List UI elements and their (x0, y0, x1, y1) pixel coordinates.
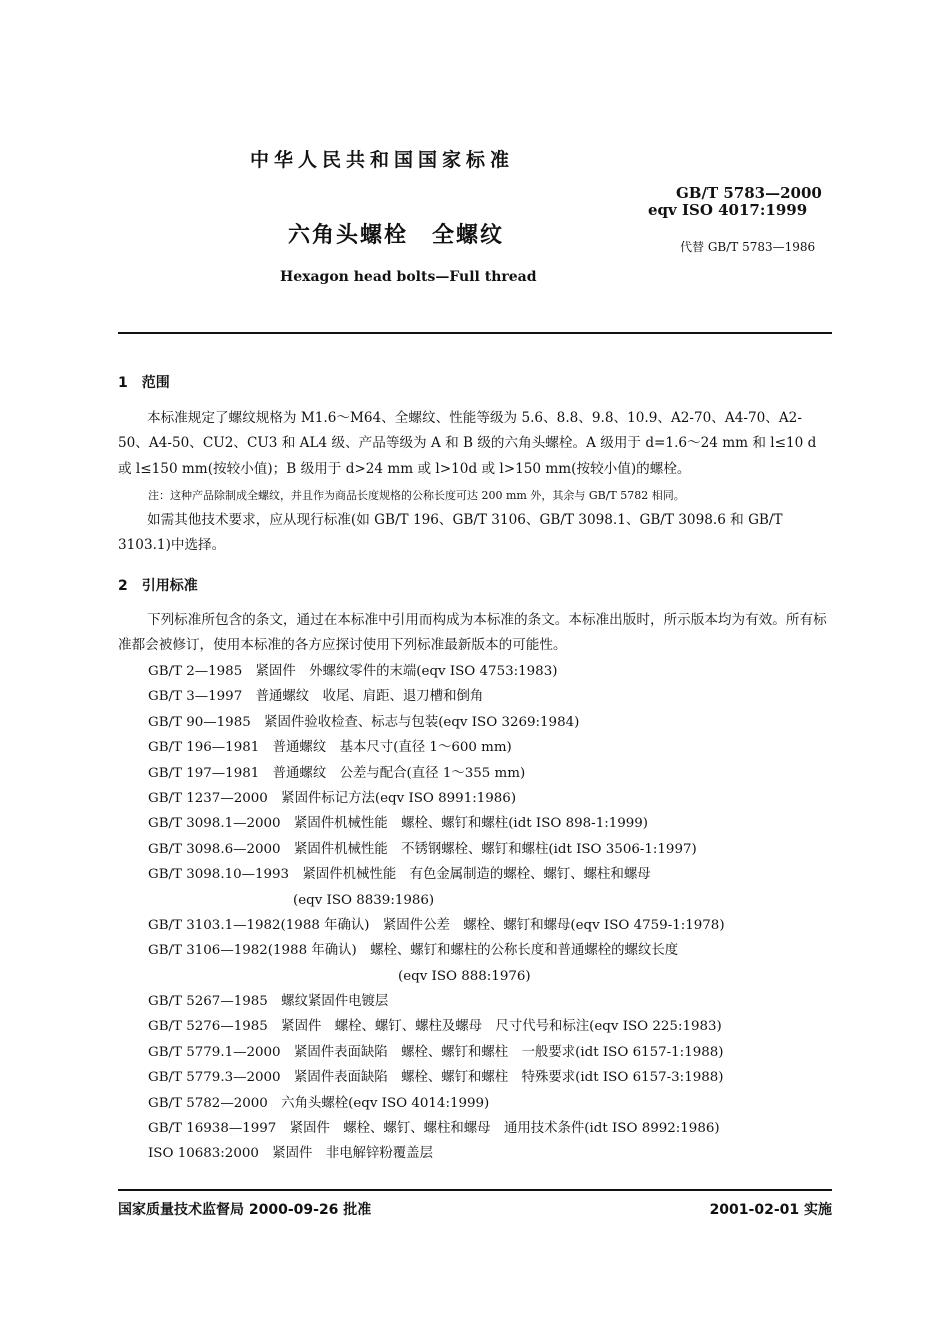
reference-item: GB/T 197—1981 普通螺纹 公差与配合(直径 1～355 mm) (148, 765, 526, 781)
reference-item: GB/T 90—1985 紧固件验收检查、标志与包装(eqv ISO 3269:1984) (148, 714, 580, 730)
reference-item: GB/T 5779.1—2000 紧固件表面缺陷 螺栓、螺钉和螺柱 一般要求(idt ISO 6157-1:1988) (148, 1044, 724, 1060)
footer-divider (118, 1189, 832, 1191)
reference-item-continuation: (eqv ISO 8839:1986) (293, 892, 435, 908)
section-2-heading: 2 引用标准 (118, 578, 198, 594)
reference-item: GB/T 5779.3—2000 紧固件表面缺陷 螺栓、螺钉和螺柱 特殊要求(idt ISO 6157-3:1988) (148, 1070, 724, 1086)
reference-item: GB/T 3098.10—1993 紧固件机械性能 有色金属制造的螺栓、螺钉、螺柱和螺母 (148, 867, 651, 883)
reference-item: GB/T 3—1997 普通螺纹 收尾、肩距、退刀槽和倒角 (148, 689, 484, 705)
document-title-en: Hexagon head bolts—Full thread (280, 269, 537, 285)
reference-item: ISO 10683:2000 紧固件 非电解锌粉覆盖层 (148, 1146, 433, 1162)
reference-item: GB/T 3106—1982(1988 年确认) 螺栓、螺钉和螺柱的公称长度和普通螺栓的螺纹长度 (148, 943, 679, 959)
reference-item: GB/T 3103.1—1982(1988 年确认) 紧固件公差 螺栓、螺钉和螺母(eqv ISO 4759-1:1978) (148, 917, 725, 933)
replaces-standard: 代替 GB/T 5783—1986 (680, 240, 816, 254)
reference-item: GB/T 2—1985 紧固件 外螺纹零件的末端(eqv ISO 4753:1983) (148, 664, 558, 679)
section-1-heading: 1 范围 (118, 375, 170, 391)
reference-item: GB/T 3098.6—2000 紧固件机械性能 不锈钢螺栓、螺钉和螺柱(idt ISO 3506-1:1997) (148, 841, 697, 857)
document-title-cn: 六角头螺栓 全螺纹 (288, 223, 505, 248)
reference-list (148, 659, 725, 1167)
equivalent-standard: eqv ISO 4017:1999 (648, 201, 808, 219)
effective-date: 2001-02-01 实施 (709, 1202, 832, 1218)
reference-item: GB/T 1237—2000 紧固件标记方法(eqv ISO 8991:1986) (148, 790, 517, 806)
reference-item: GB/T 5267—1985 螺纹紧固件电镀层 (148, 994, 389, 1010)
reference-item-continuation: (eqv ISO 888:1976) (398, 968, 531, 984)
reference-item: GB/T 16938—1997 紧固件 螺栓、螺钉、螺柱和螺母 通用技术条件(idt ISO 8992:1986) (148, 1121, 720, 1137)
reference-item: GB/T 5276—1985 紧固件 螺栓、螺钉、螺柱及螺母 尺寸代号和标注(eqv ISO 225:1983) (148, 1019, 722, 1035)
reference-item: GB/T 196—1981 普通螺纹 基本尺寸(直径 1～600 mm) (148, 740, 512, 756)
section-1-paragraph-2: 如需其他技术要求，应从现行标准(如 GB/T 196、GB/T 3106、GB/T 3098.1、GB/T 3098.6 和 GB/T 3103.1)中选择。 (118, 512, 783, 554)
header-divider (118, 332, 832, 334)
standard-number: GB/T 5783—2000 (676, 184, 822, 202)
section-2-intro: 下列标准所包含的条文，通过在本标准中引用而构成为本标准的条文。本标准出版时，所示版本均为有效。所有标准都会被修订，使用本标准的各方应探讨使用下列标准最新版本的可能性。 (118, 612, 827, 654)
approval-date: 国家质量技术监督局 2000-09-26 批准 (118, 1202, 372, 1218)
national-standard-heading: 中华人民共和国国家标准 (250, 149, 515, 171)
reference-item: GB/T 5782—2000 六角头螺栓(eqv ISO 4014:1999) (148, 1095, 490, 1111)
reference-item: GB/T 3098.1—2000 紧固件机械性能 螺栓、螺钉和螺柱(idt ISO 898-1:1999) (148, 816, 649, 832)
section-1-note: 注：这种产品除制成全螺纹，并且作为商品长度规格的公称长度可达 200 mm 外，其余与 GB/T 5782 相同。 (148, 489, 685, 502)
section-1-paragraph-1: 本标准规定了螺纹规格为 M1.6～M64、全螺纹、性能等级为 5.6、8.8、9.8、10.9、A2-70、A4-70、A2-50、A4-50、CU2、CU3 和 AL4 级、产品等级为 A 和 B 级的六角头螺栓。A 级用于 d=1.6～24 mm 和 l≤10 d 或 l≤150 mm(按较小值)；B 级用于 d>24 mm 或 l>10d 或 l>150 mm(按较小值)的螺栓。 (118, 410, 817, 477)
